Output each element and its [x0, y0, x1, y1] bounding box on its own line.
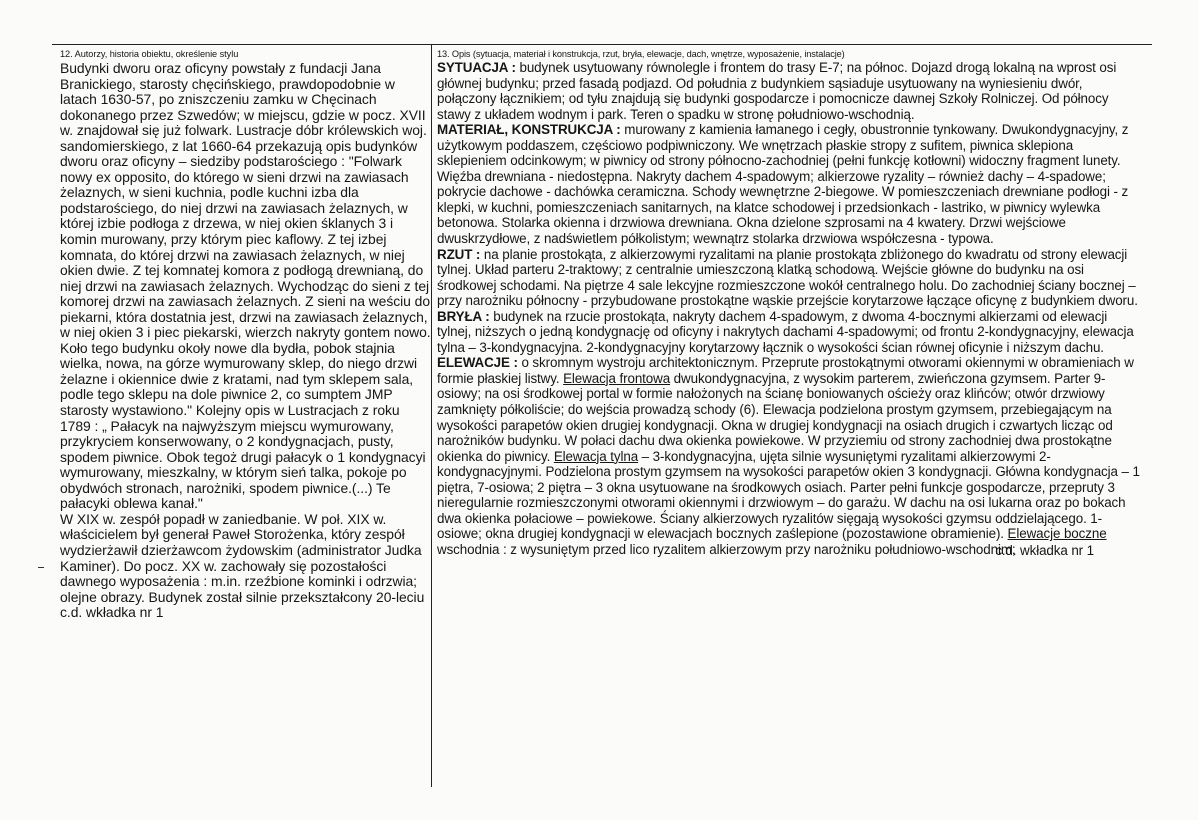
continued-note-right: c.d. wkładka nr 1	[995, 542, 1094, 558]
material-label: MATERIAŁ, KONSTRUKCJA :	[437, 122, 621, 138]
margin-mark	[38, 567, 44, 568]
elewacje-text-2: dwukondygnacyjna, z wysokim parterem, zwieńczona gzymsem. Parter 9-osiowy; na osi środkowej portal w formie nałożonych na ścianę boniowanych ościeży oraz klińców; otwór drzwiowy zamknięty półkoliście; do wejścia prowadzą schody (6). Elewacja podzielona prostym gzymsem, przebiegającym na wysokości parapetów okien drugiej kondygnacji. Okna w drugiej kondygnacji na osiach drugich i czwartych licząc od narożników budynku. W połaci dachu dwa okienka powiekowe. W przyziemiu od strony zachodniej dwa prostokątne okienka do piwnicy.	[437, 370, 1113, 464]
description-header: 13. Opis (sytuacja, materiał i konstrukcja, rzut, bryła, elewacje, dach, wnętrze, wyposażenie, instalacje)	[437, 49, 845, 59]
history-column	[52, 45, 440, 787]
material-text: murowany z kamienia łamanego i cegły, obustronnie tynkowany. Dwukondygnacyjny, z użytkowym poddaszem, częściowo podpiwniczony. We wnętrzach płaskie stropy z sufitem, piwnica sklepiona sklepieniem odcinkowym; w piwnicy od strony północno-zachodniej (pełni funkcję kotłowni) widoczny fragment lunety. Więźba drewniana - niedostępna. Nakryty dachem 4-spadowym; alkierzowe ryzality – również dachy – 4-spadowe; pokrycie dachowe - dachówka ceramiczna. Schody wewnętrzne 2-biegowe. W pomieszczeniach drewniane podłogi - z klepki, w kuchni, pomieszczeniach sanitarnych, na klatce schodowej i przedsionkach - lastriko, w piwnicy wylewka betonowa. Stolarka okienna i drzwiowa drewniana. Okna dzielone szprosami na 4 kwatery. Drzwi wejściowe dwuskrzydłowe, z nadświetlem półkolistym; wewnątrz stolarka drzwiowa współczesna - typowa.	[437, 122, 1129, 247]
sytuacja-label: SYTUACJA :	[437, 60, 516, 75]
section-material	[437, 122, 1144, 246]
section-sytuacja	[437, 60, 1144, 122]
history-header: 12. Autorzy, historia obiektu, określenie stylu	[60, 49, 239, 59]
section-bryla	[437, 309, 1144, 356]
rzut-label: RZUT :	[437, 246, 481, 262]
document-page	[52, 44, 1152, 787]
elewacje-text-1: o skromnym wystroju architektonicznym. Przeprute prostokątnymi otworami okiennymi w obramieniach w formie płaskiej listwy.	[437, 355, 1134, 386]
elewacja-frontowa-term: Elewacja frontowa	[563, 370, 671, 386]
elewacje-label: ELEWACJE :	[437, 355, 518, 371]
bryla-text: budynek na rzucie prostokąta, nakryty dachem 4-spadowym, z dwoma 4-bocznymi alkierzami od elewacji tylnej, niższych o jedną kondygnację od oficyny i nakrytych dachami 4-spadowymi; od frontu 2-kondygnacyjny, elewacja tylna – 3-kondygnacyjna. 2-kondygnacyjny korytarzowy łącznik o wysokości ścian równej oficynie i niższym dachu.	[437, 308, 1134, 355]
elewacje-boczne-term: Elewacje boczne	[1007, 526, 1107, 542]
bryla-label: BRYŁA :	[437, 308, 490, 324]
history-paragraph-1: Budynki dworu oraz oficyny powstały z fundacji Jana Branickiego, starosty chęcińskiego, prawdopodobnie w latach 1630-57, po zniszczeniu zamku w Chęcinach dokonanego przez Szwedów; w miejscu, gdzie w pocz. XVII w. znajdował się już folwark. Lustracje dóbr królewskich woj. sandomierskiego, z lat 1660-64 przekazują opis budynków dworu oraz oficyny – siedziby podstarościego : "Folwark nowy ex opposito, do którego w sieni drzwi na zawiasach żelaznych, w sieni kuchnia, podle kuchni izba dla podstarościego, do niej drzwi na zawiasach żelaznych, w której izbie podłoga z drzewa, w niej okien śklanych 3 i komin murowany, przy którym piec kaflowy. Z tej izbej komnata, do której drzwi na zawiasach żelaznych, w niej okien dwie. Z tej komnatej komora z podłogą drewnianą, do niej drzwi na zawiasach żelaznych. Wychodząc do sieni z tej komorej drzwi na zawiasach żelaznych. Z sieni na weściu do piekarni, która dostatnia jest, drzwi na zawiasach żelaznych, w niej okien 3 i piec piekarski, wierzch nakryty gontem nowo. Koło tego budynku okoły nowe dla bydła, pobok stajnia wielka, nowa, na górze wymurowany sklep, do niego drzwi żelazne i okiennice dwie z kratami, nad tym sklepem sala, podle tego sklepu na dole piwnice 2, co sumptem JMP starosty wystawiono." Kolejny opis w Lustracjach z roku 1789 : „ Pałacyk na najwyższym miejscu wymurowany, przykryciem konserwowany, o 2 kondygnacjach, pusty, spodem piwnice. Obok tegoż drugi pałacyk o 1 kondygnacyi wymurowany, mieszkalny, w którym sień talka, pokoje po obydwóch stronach, narożniki, spodem piwnice.(...) Te pałacyki oblewa kanał."	[60, 60, 431, 512]
history-paragraph-2: W XIX w. zespół popadł w zaniedbanie. W poł. XIX w. właścicielem był generał Paweł Storożenka, który zespół wydzierżawił dzierżawcom żydowskim (administrator Judka Kaminer). Do pocz. XX w. zachowały się pozostałości dawnego wyposażenia : m.in. rzeźbione kominki i odrzwia; olejne obrazy. Budynek został silnie przekształcony 20-leciu	[60, 510, 425, 605]
elewacje-text-4: wschodnia : z wysuniętym przed lico ryzalitem alkierzowym przy narożniku południowo-wschodnim;	[437, 541, 1016, 557]
section-elewacje	[437, 355, 1144, 557]
column-divider	[431, 45, 432, 787]
elewacje-text-3: – 3-kondygnacyjna, ujęta silnie wysuniętymi ryzalitami alkierzowymi 2-kondygnacyjnymi. Podzielona prostym gzymsem na wysokości parapetów okien 3 kondygnacji. Główna kondygnacja – 1 piętra, 7-osiowa; 2 piętra – 3 okna usytuowane na środkowych osiach. Parter pełni funkcje gospodarcze, przepruty 3 nieregularnie rozmieszczonymi otworami okiennymi i drzwiowym – do garażu. W dachu na osi lukarna oraz po bokach dwa okienka połaciowe – powiekowe. Ściany alkierzowych ryzalitów sięgają wysokości gzymsu oddzielającego. 1-osiowe; okna drugiej kondygnacji w elewacjach bocznych zaślepione (pozostawione obramienie).	[437, 448, 1140, 542]
section-rzut	[437, 247, 1144, 309]
rzut-text: na planie prostokąta, z alkierzowymi ryzalitami na planie prostokąta zbliżonego do kwadratu od strony elewacji tylnej. Układ parteru 2-traktowy; z centralnie umieszczoną klatką schodową. Wejście główne do budynku na osi środkowej schodami. Na piętrze 4 sale lekcyjne rozmieszczone wokół centralnego holu. Do zachodniej ściany bocznej – przy narożniku północny - przybudowane prostokątne wąskie przejście korytarzowe łączące oficynę z budynkiem dworu.	[437, 246, 1138, 309]
sytuacja-text: budynek usytuowany równolegle i frontem do trasy E-7; na północ. Dojazd drogą lokalną na wprost osi głównej budynku; przed fasadą podjazd. Od południa z budynkiem sąsiaduje usytuowany na wyniesieniu dwór, połączony łącznikiem; od tyłu znajdują się budynki gospodarcze i pomocnicze dawnej Szkoły Rolniczej. Od północy stawy z układem wodnym i park. Teren o spadku w stronę południowo-wschodnią.	[437, 60, 1117, 122]
elewacja-tylna-term: Elewacja tylna	[553, 448, 639, 464]
description-column	[435, 45, 1144, 787]
continued-note-left: c.d. wkładka nr 1	[60, 604, 164, 621]
